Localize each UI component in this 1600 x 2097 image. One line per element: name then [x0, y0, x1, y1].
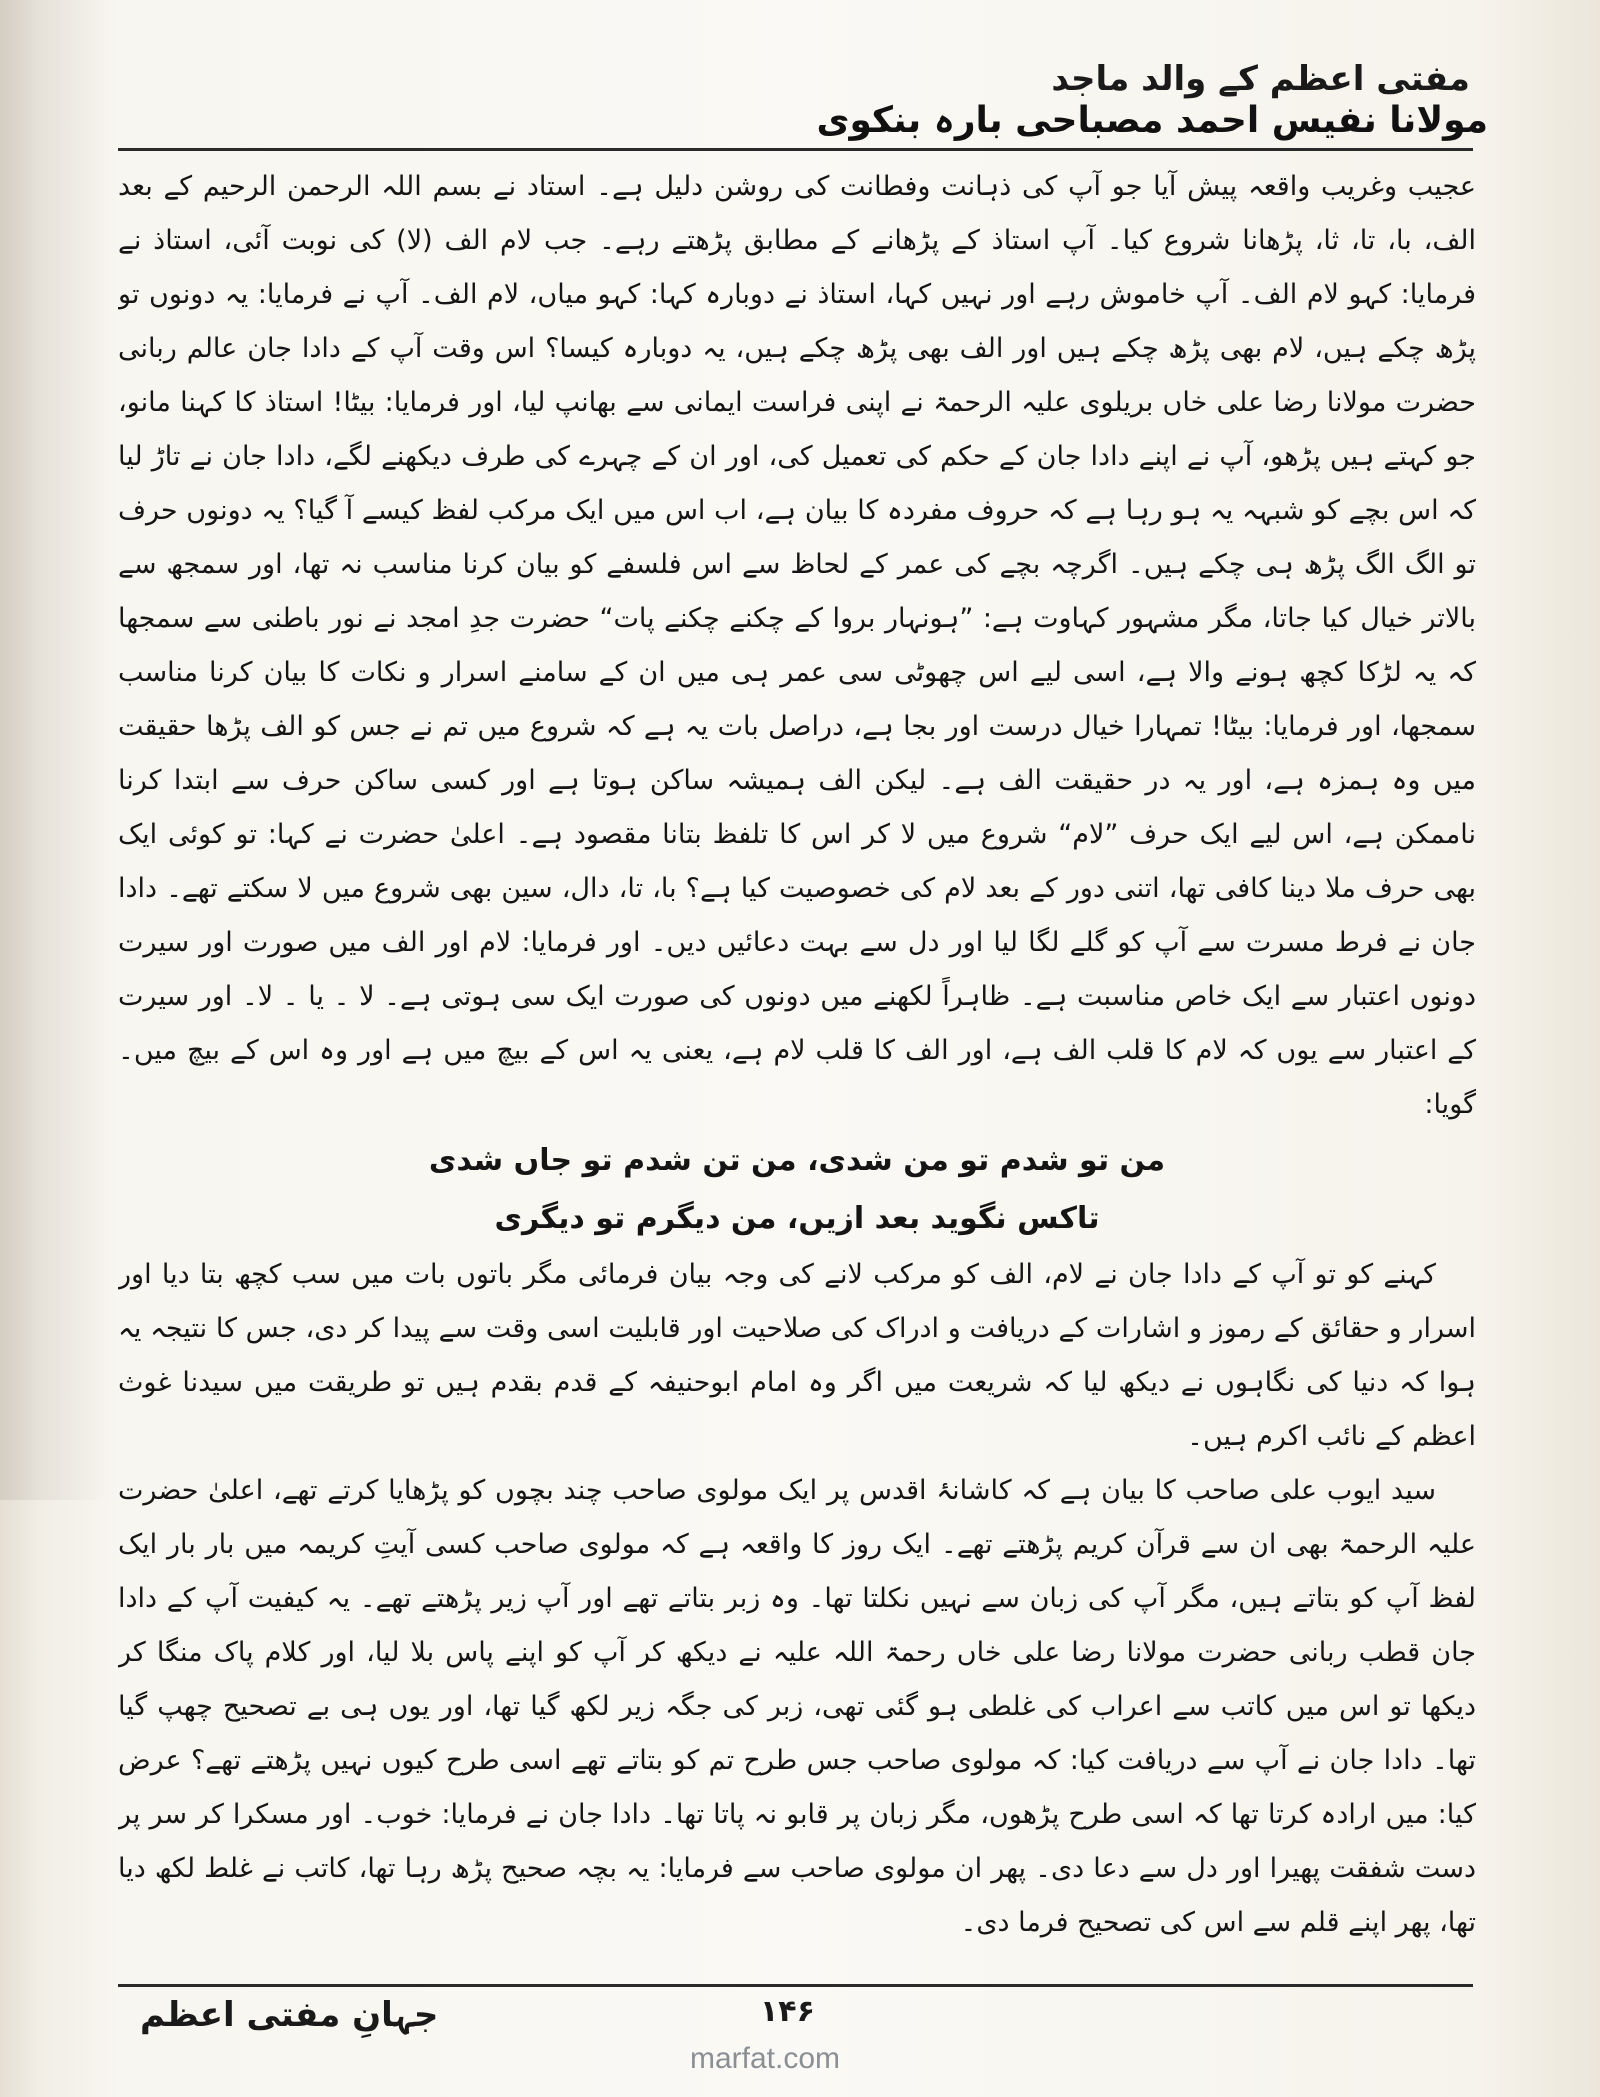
persian-verse-1: من تو شدم تو من شدی، من تن شدم تو جاں شدی: [428, 1143, 1166, 1178]
running-header-title: مفتی اعظم کے والد ماجد: [1051, 59, 1470, 99]
paragraph-2: کہنے کو تو آپ کے دادا جان نے لام، الف کو مرکب لانے کی وجہ بیان فرمائی مگر باتوں بات میں سب کچھ بتا دیا اور اسرار و حقائق کے رموز و اشارات کے دریافت و ادراک کی صلاحیت اور قابلیت اسی وقت سے پیدا کر دی، جس کا نتیجہ یہ ہوا کہ دنیا کی نگاہوں نے دیکھ لیا کہ شریعت میں اگر وہ امام ابوحنیفہ کے قدم بقدم ہیں تو طریقت میں سیدنا غوث اعظم کے نائب اکرم ہیں۔: [118, 1259, 1476, 1452]
footer-rule: [118, 1984, 1473, 1987]
paragraph-3: سید ایوب علی صاحب کا بیان ہے کہ کاشانۂ اقدس پر ایک مولوی صاحب چند بچوں کو پڑھایا کرتے تھے، اعلیٰ حضرت علیہ الرحمۃ بھی ان سے قرآن کریم پڑھتے تھے۔ ایک روز کا واقعہ ہے کہ مولوی صاحب کسی آیتِ کریمہ میں بار بار ایک لفظ آپ کو بتاتے ہیں، مگر آپ کی زبان سے نہیں نکلتا تھا۔ وہ زبر بتاتے تھے اور آپ زیر پڑھتے تھے۔ یہ کیفیت آپ کے دادا جان قطب ربانی حضرت مولانا رضا علی خاں رحمۃ اللہ علیہ نے دیکھ کر آپ کو اپنے پاس بلا لیا، اور کلام پاک منگا کر دیکھا تو اس میں کاتب سے اعراب کی غلطی ہو گئی تھی، زبر کی جگہ زیر لکھ گیا تھا، اور یوں ہی بے تصحیح چھپ گیا تھا۔ دادا جان نے آپ سے دریافت کیا: کہ مولوی صاحب جس طرح تم کو بتاتے تھے اسی طرح کیوں نہیں پڑھتے تھے؟ عرض کیا: میں ارادہ کرتا تھا کہ اسی طرح پڑھوں، مگر زبان پر قابو نہ پاتا تھا۔ دادا جان نے فرمایا: خوب۔ اور مسکرا کر سر پر دست شفقت پھیرا اور دل سے دعا دی۔ پھر ان مولوی صاحب سے فرمایا: یہ بچہ صحیح پڑھ رہا تھا، کاتب نے غلط لکھ دیا تھا، پھر اپنے قلم سے اس کی تصحیح فرما دی۔: [118, 1475, 1476, 1938]
page-number: ۱۴۶: [760, 1994, 815, 2029]
header-rule: [118, 148, 1473, 151]
running-header-author: مولانا نفیس احمد مصباحی بارہ بنکوی: [816, 100, 1488, 141]
running-footer-title: جہانِ مفتی اعظم: [140, 1995, 439, 2035]
watermark: marfat.com: [690, 2042, 841, 2075]
paragraph-1: عجیب وغریب واقعہ پیش آیا جو آپ کی ذہانت وفطانت کی روشن دلیل ہے۔ استاد نے بسم اللہ الرحمن الرحیم کے بعد الف، با، تا، ثا، پڑھانا شروع کیا۔ آپ استاذ کے پڑھانے کے مطابق پڑھتے رہے۔ جب لام الف (لا) کی نوبت آئی، استاذ نے فرمایا: کہو لام الف۔ آپ خاموش رہے اور نہیں کہا، استاذ نے دوبارہ کہا: کہو میاں، لام الف۔ آپ نے فرمایا: یہ دونوں تو پڑھ چکے ہیں، لام بھی پڑھ چکے ہیں اور الف بھی پڑھ چکے ہیں، یہ دوبارہ کیسا؟ اس وقت آپ کے دادا جان عالم ربانی حضرت مولانا رضا علی خاں بریلوی علیہ الرحمۃ نے اپنی فراست ایمانی سے بھانپ لیا، اور فرمایا: بیٹا! استاذ کا کہنا مانو، جو کہتے ہیں پڑھو، آپ نے اپنے دادا جان کے حکم کی تعمیل کی، اور ان کے چہرے کی طرف دیکھنے لگے، دادا جان نے تاڑ لیا کہ اس بچے کو شبہہ یہ ہو رہا ہے کہ حروف مفردہ کا بیان ہے، اب اس میں ایک مرکب لفظ کیسے آ گیا؟ یہ دونوں حرف تو الگ الگ پڑھ ہی چکے ہیں۔ اگرچہ بچے کی عمر کے لحاظ سے اس فلسفے کو بیان کرنا مناسب نہ تھا، اور سمجھ سے بالاتر خیال کیا جاتا، مگر مشہور کہاوت ہے: ”ہونہار بروا کے چکنے چکنے پات“ حضرت جدِ امجد نے نور باطنی سے سمجھا کہ یہ لڑکا کچھ ہونے والا ہے، اسی لیے اس چھوٹی سی عمر ہی میں ان کے سامنے اسرار و نکات کا بیان کرنا مناسب سمجھا، اور فرمایا: بیٹا! تمہارا خیال درست اور بجا ہے، دراصل بات یہ ہے کہ شروع میں تم نے جس کو الف پڑھا حقیقت میں وہ ہمزہ ہے، اور یہ در حقیقت الف ہے۔ لیکن الف ہمیشہ ساکن ہوتا ہے اور کسی ساکن حرف سے ابتدا کرنا ناممکن ہے، اس لیے ایک حرف ”لام“ شروع میں لا کر اس کا تلفظ بتانا مقصود ہے۔ اعلیٰ حضرت نے کہا: تو کوئی ایک بھی حرف ملا دینا کافی تھا، اتنی دور کے بعد لام کی خصوصیت کیا ہے؟ با، تا، دال، سین بھی شروع میں لا سکتے تھے۔ دادا جان نے فرط مسرت سے آپ کو گلے لگا لیا اور دل سے بہت دعائیں دیں۔ اور فرمایا: لام اور الف میں صورت اور سیرت دونوں اعتبار سے ایک خاص مناسبت ہے۔ ظاہراً لکھنے میں دونوں کی صورت ایک سی ہوتی ہے۔ لا ۔ یا ۔ لا۔ اور سیرت کے اعتبار سے یوں کہ لام کا قلب الف ہے، اور الف کا قلب لام ہے، یعنی یہ اس کے بیچ میں ہے اور وہ اس کے بیچ میں۔ گویا:: [118, 171, 1476, 1120]
page-edge-shadow: [0, 0, 110, 1500]
persian-verse-2: تاکس نگوید بعد ازیں، من دیگرم تو دیگری: [494, 1201, 1100, 1236]
article-body: [118, 160, 1476, 1940]
